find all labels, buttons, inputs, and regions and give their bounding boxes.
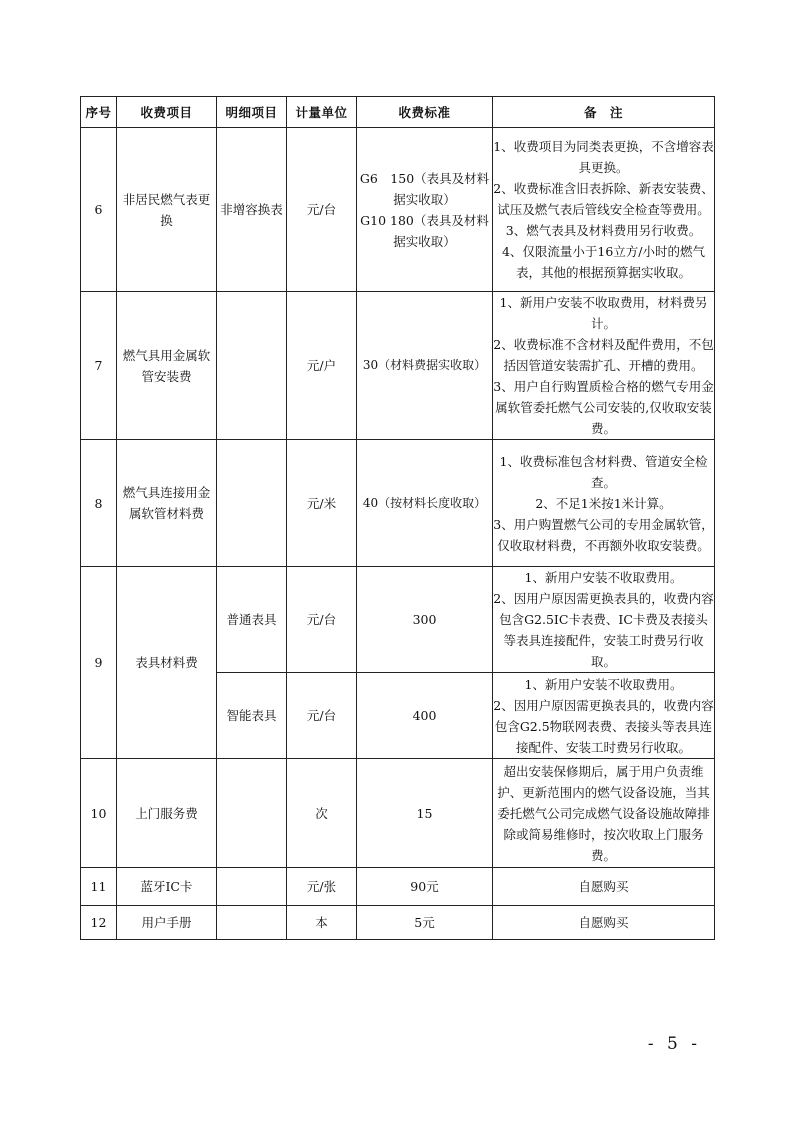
header-unit: 计量单位 <box>287 97 357 128</box>
table-row <box>81 440 715 567</box>
table-header-row <box>81 97 715 128</box>
remark-line: 1、收费标准包含材料费、管道安全检查。 <box>499 453 708 490</box>
remark-line: 4、仅限流量小于16立方/小时的燃气表，其他的根据预算据实收取。 <box>501 244 706 280</box>
table-row <box>81 759 715 868</box>
fee-table <box>80 96 715 940</box>
row-item-text: 燃气具连接用金属软管材料费 <box>122 485 211 521</box>
row-standard: 40（按材料长度收取） <box>357 440 493 567</box>
row-remark <box>493 128 715 292</box>
row-remark <box>493 567 715 673</box>
header-no: 序号 <box>81 97 117 128</box>
header-item: 收费项目 <box>117 97 217 128</box>
row-detail <box>217 128 287 292</box>
row-remark <box>493 868 715 906</box>
remark-line: 1、收费项目为同类表更换，不含增容表具更换。 <box>493 139 714 175</box>
row-detail-text: 非增容换表 <box>220 202 283 217</box>
row-no: 7 <box>81 292 117 440</box>
row-detail <box>217 759 287 868</box>
row-unit: 元/台 <box>287 567 357 673</box>
remark-line: 2、因用户原因需更换表具的，收费内容包含G2.5物联网表费、表接头等表具连接配件、安装工时费另行收取。 <box>493 697 714 755</box>
row-item-text: 燃气具用金属软管安装费 <box>122 347 211 384</box>
remark-line: 2、收费标准含旧表拆除、新表安装费、试压及燃气表后管线安全检查等费用。 <box>493 181 714 217</box>
row-remark <box>493 292 715 440</box>
remark-line: 2、不足1米按1米计算。 <box>535 495 672 511</box>
row-item: 蓝牙IC卡 <box>117 868 217 906</box>
remark-line: 3、燃气表具及材料费用另行收费。 <box>505 223 702 238</box>
remark-line: 自愿购买 <box>578 879 629 894</box>
page-number: - 5 - <box>647 1034 701 1054</box>
row-standard <box>357 128 493 292</box>
table-row <box>81 128 715 292</box>
row-item <box>117 292 217 440</box>
table-row <box>81 868 715 906</box>
row-standard: 30（材料费据实收取） <box>357 292 493 440</box>
remark-line: 3、用户购置燃气公司的专用金属软管，仅收取材料费，不再额外收取安装费。 <box>493 516 714 553</box>
header-standard: 收费标准 <box>357 97 493 128</box>
row-no: 12 <box>81 906 117 940</box>
row-remark <box>493 673 715 759</box>
row-unit: 元/户 <box>287 292 357 440</box>
row-item <box>117 440 217 567</box>
row-no: 11 <box>81 868 117 906</box>
row-unit: 次 <box>287 759 357 868</box>
remark-line: 2、收费标准不含材料及配件费用，不包括因管道安装需扩孔、开槽的费用。 <box>493 337 714 373</box>
row-item: 用户手册 <box>117 906 217 940</box>
remark-line: 1、新用户安装不收取费用。 <box>524 570 683 585</box>
row-no: 6 <box>81 128 117 292</box>
row-item <box>117 128 217 292</box>
row-unit: 元/张 <box>287 868 357 906</box>
row-standard: 5元 <box>357 906 493 940</box>
row-unit: 元/米 <box>287 440 357 567</box>
row-unit: 本 <box>287 906 357 940</box>
remark-line: 1、新用户安装不收取费用，材料费另计。 <box>499 295 708 331</box>
row-detail <box>217 292 287 440</box>
remark-line: 2、因用户原因需更换表具的，收费内容包含G2.5IC卡表费、IC卡费及表接头等表具连接配件，安装工时费另行收取。 <box>493 591 714 669</box>
row-detail <box>217 868 287 906</box>
row-unit: 元/台 <box>287 128 357 292</box>
row-unit: 元/台 <box>287 673 357 759</box>
row-item: 上门服务费 <box>117 759 217 868</box>
row-no: 9 <box>81 567 117 759</box>
row-detail <box>217 440 287 567</box>
table-row <box>81 906 715 940</box>
row-detail: 普通表具 <box>217 567 287 673</box>
row-remark <box>493 759 715 868</box>
row-standard: 300 <box>357 567 493 673</box>
remark-line: 自愿购买 <box>578 915 629 930</box>
table-row <box>81 292 715 440</box>
row-item <box>117 567 217 759</box>
standard-line: G6 150（表具及材料据实收取） <box>359 170 490 207</box>
row-standard: 15 <box>357 759 493 868</box>
row-remark <box>493 440 715 567</box>
row-item-text: 表具材料费 <box>135 655 198 670</box>
row-item-text: 非居民燃气表更换 <box>122 191 211 228</box>
row-remark <box>493 906 715 940</box>
standard-line: G10 180（表具及材料据实收取） <box>360 212 489 249</box>
remark-line: 超出安装保修期后，属于用户负责维护、更新范围内的燃气设备设施，当其委托燃气公司完成燃气设备设施故障排除或简易维修时，按次收取上门服务费。 <box>497 763 710 863</box>
header-detail: 明细项目 <box>217 97 287 128</box>
row-standard: 90元 <box>357 868 493 906</box>
row-detail <box>217 906 287 940</box>
table-row <box>81 567 715 673</box>
remark-line: 1、新用户安装不收取费用。 <box>524 676 683 692</box>
row-no: 8 <box>81 440 117 567</box>
row-no: 10 <box>81 759 117 868</box>
remark-line: 3、用户自行购置质检合格的燃气专用金属软管委托燃气公司安装的,仅收取安装费。 <box>493 379 714 436</box>
row-standard: 400 <box>357 673 493 759</box>
header-remark: 备 注 <box>493 97 715 128</box>
row-detail: 智能表具 <box>217 673 287 759</box>
